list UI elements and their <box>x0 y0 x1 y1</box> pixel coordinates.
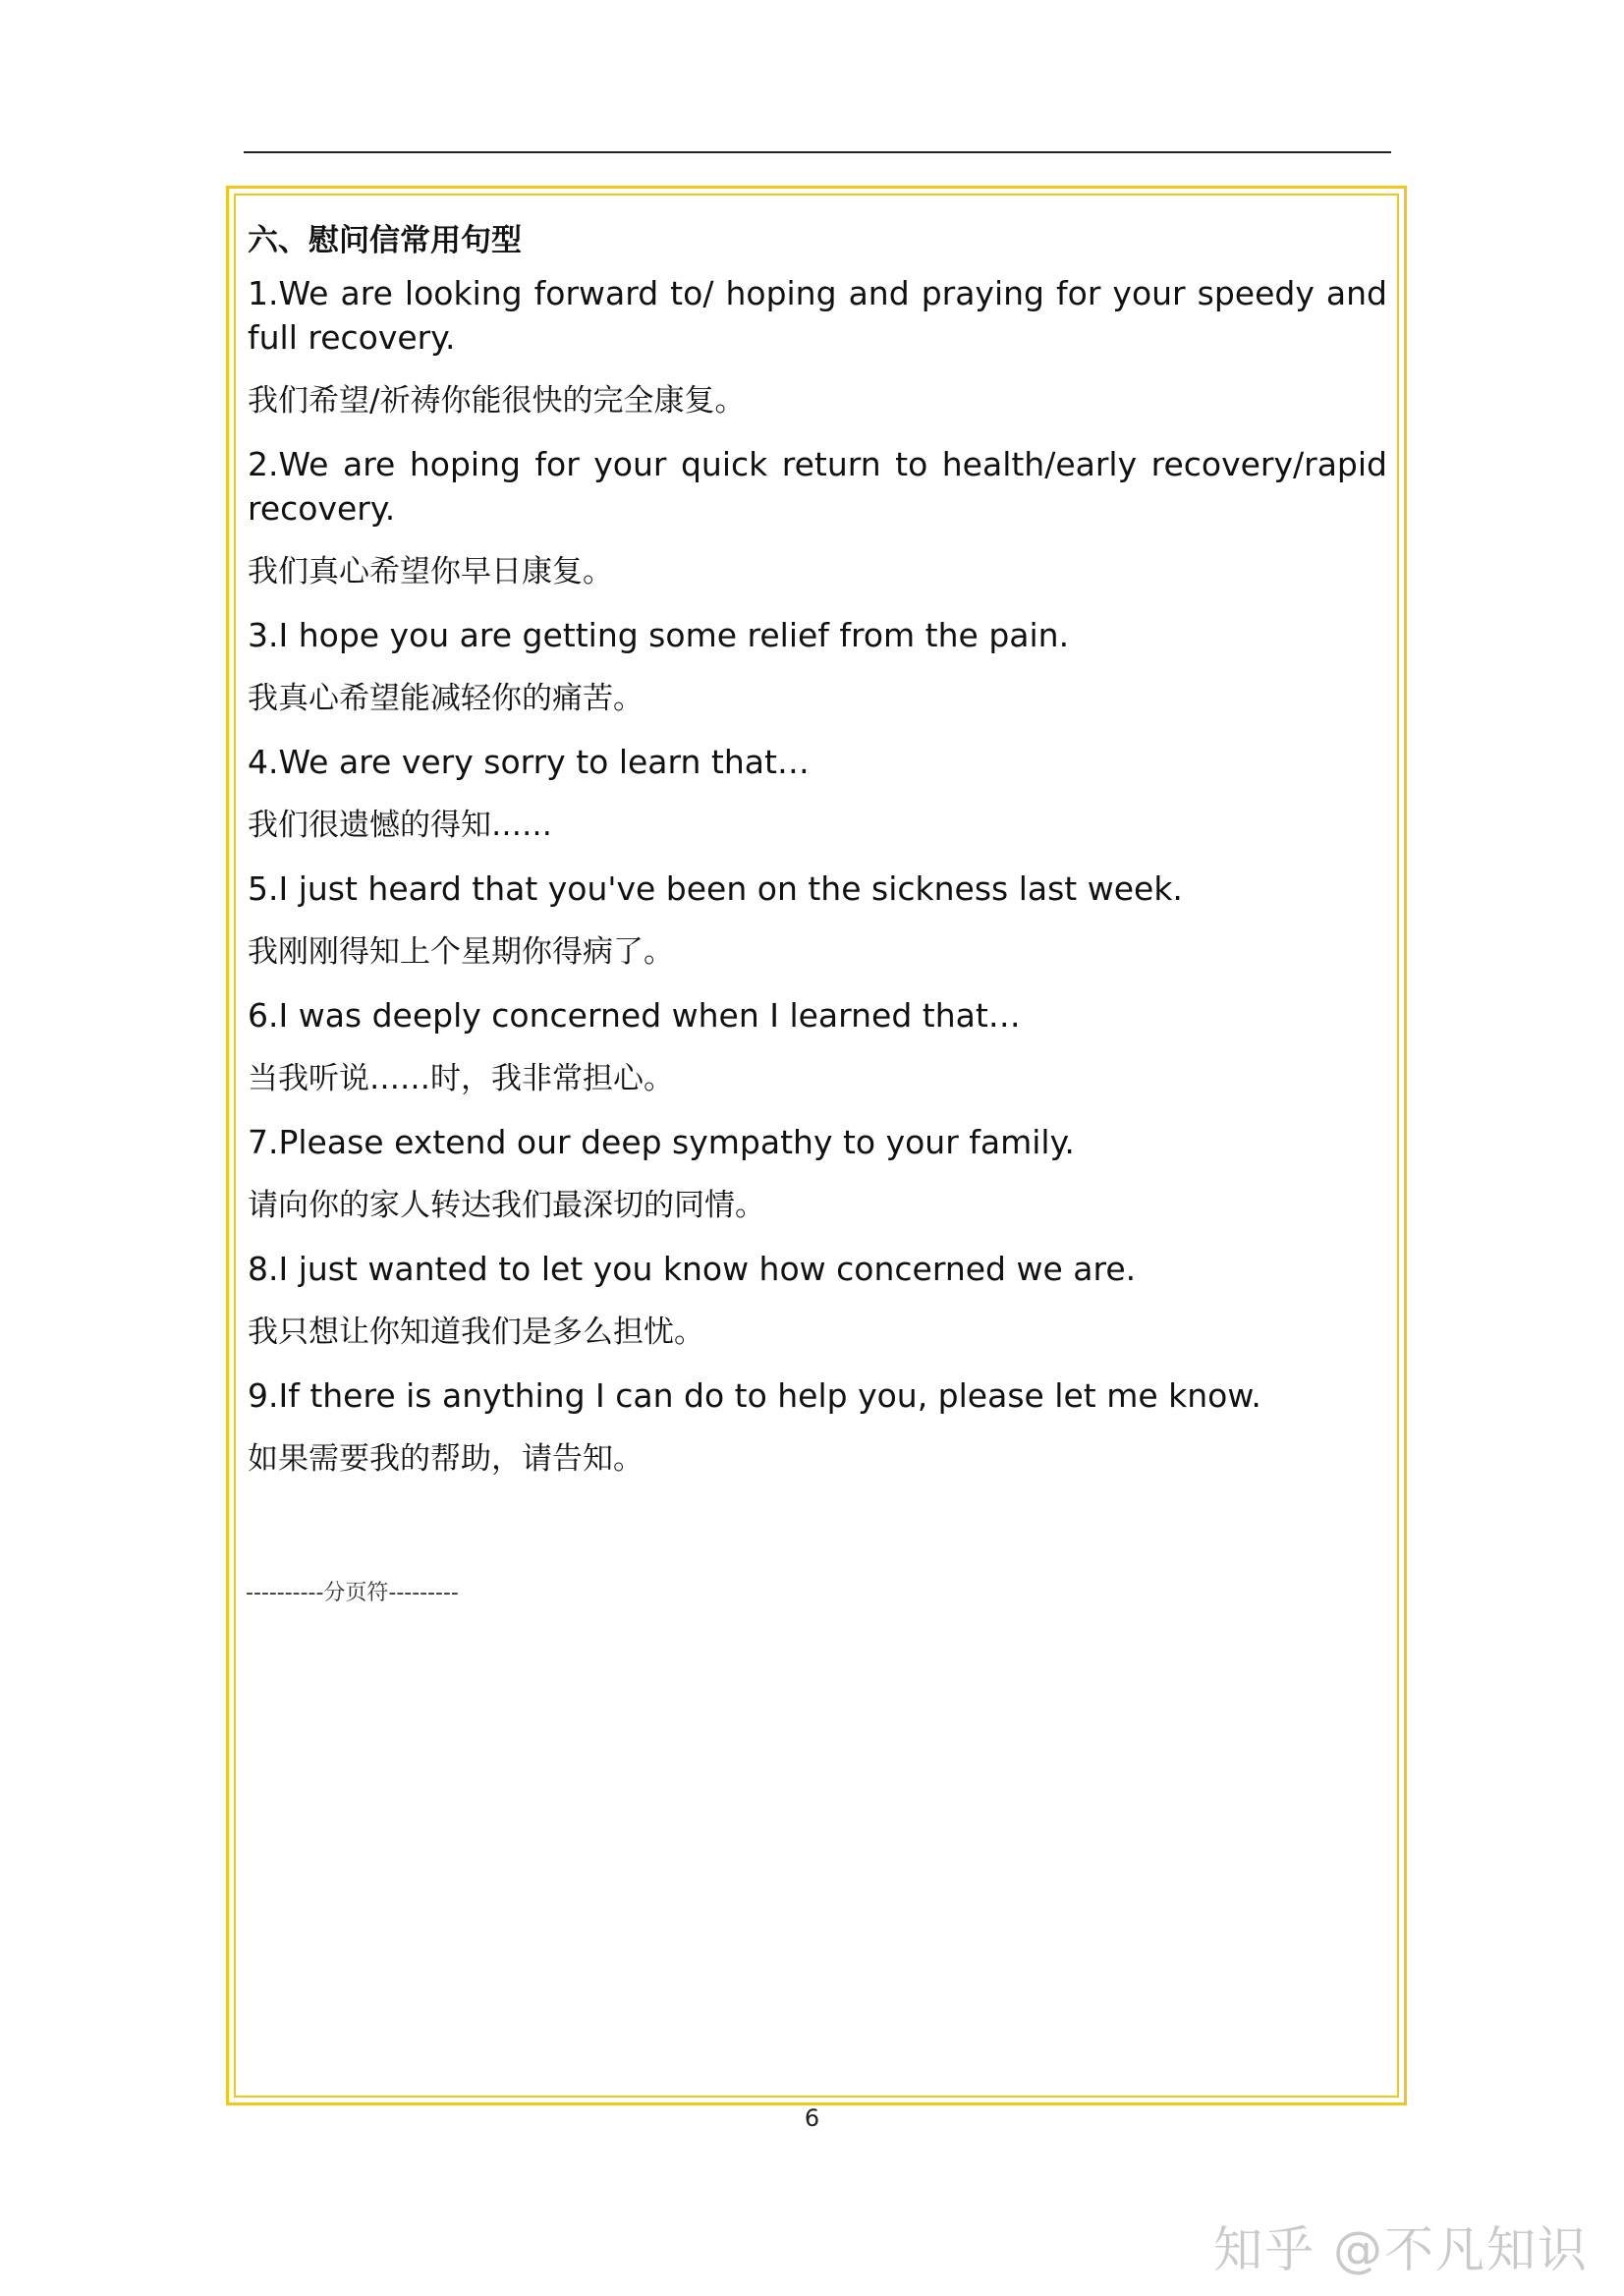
phrase-item <box>248 993 1387 1101</box>
phrase-chinese: 我们真心希望你早日康复。 <box>248 554 613 589</box>
phrase-chinese: 我们很遗憾的得知…… <box>248 808 552 843</box>
phrase-chinese: 请向你的家人转达我们最深切的同情。 <box>248 1188 765 1223</box>
phrase-item <box>248 271 1387 423</box>
phrase-item <box>248 442 1387 594</box>
phrase-chinese: 如果需要我的帮助，请告知。 <box>248 1441 644 1477</box>
phrase-item <box>248 1120 1387 1228</box>
phrase-english: 7.Please extend our deep sympathy to your family. <box>248 1123 1075 1161</box>
phrase-english: 4.We are very sorry to learn that… <box>248 743 810 781</box>
page-break-marker: ----------分页符--------- <box>246 1581 459 1605</box>
phrase-item <box>248 740 1387 848</box>
phrase-english: 6.I was deeply concerned when I learned that… <box>248 996 1021 1035</box>
phrase-english: 2.We are hoping for your quick return to health/early recovery/rapid recovery. <box>248 445 1387 528</box>
header-rule <box>244 151 1391 153</box>
phrase-english: 9.If there is anything I can do to help you, please let me know. <box>248 1376 1261 1415</box>
phrase-item <box>248 613 1387 721</box>
phrase-chinese: 我刚刚得知上个星期你得病了。 <box>248 934 674 970</box>
phrase-chinese: 我只想让你知道我们是多么担忧。 <box>248 1315 704 1350</box>
phrase-item <box>248 1247 1387 1355</box>
phrase-chinese: 当我听说……时，我非常担心。 <box>248 1061 674 1096</box>
phrase-english: 5.I just heard that you've been on the sickness last week. <box>248 869 1183 908</box>
phrase-english: 1.We are looking forward to/ hoping and praying for your speedy and full recovery. <box>248 274 1387 357</box>
document-body <box>248 214 1387 1500</box>
phrase-item <box>248 867 1387 975</box>
watermark: 知乎 @不凡知识 <box>1213 2221 1589 2278</box>
phrase-chinese: 我们希望/祈祷你能很快的完全康复。 <box>248 383 746 419</box>
phrase-chinese: 我真心希望能减轻你的痛苦。 <box>248 681 644 716</box>
phrase-english: 8.I just wanted to let you know how concerned we are. <box>248 1250 1137 1288</box>
phrase-english: 3.I hope you are getting some relief from the pain. <box>248 616 1070 654</box>
section-title: 六、慰问信常用句型 <box>248 223 522 258</box>
phrase-item <box>248 1373 1387 1482</box>
page-number: 6 <box>804 2104 820 2132</box>
